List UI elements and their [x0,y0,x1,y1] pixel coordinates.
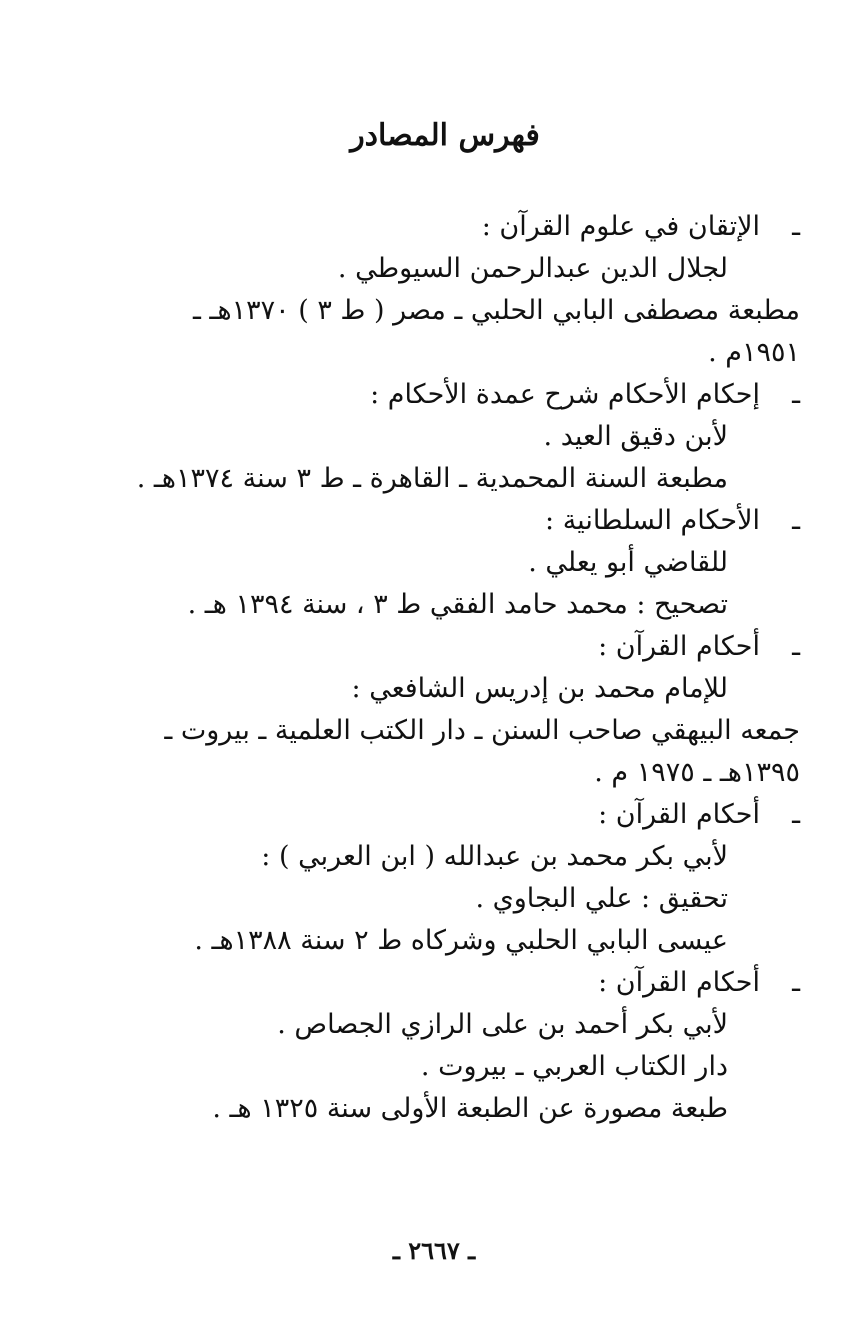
entry-line: جمعه البيهقي صاحب السنن ـ دار الكتب العلمية ـ بيروت ـ [164,715,800,746]
entry-title: ـالإتقان في علوم القرآن : [60,206,800,248]
dash-marker: ـ [792,799,800,830]
entry-line: تحقيق : علي البجاوي . [475,883,728,914]
entry-line: ١٩٥١م . [708,337,800,368]
entry-line: لأبي بكر أحمد بن على الرازي الجصاص . [277,1009,728,1040]
entry-line: ١٣٩٥هـ ـ ١٩٧٥ م . [594,757,800,788]
entry-line: لأبن دقيق العيد . [543,421,728,452]
entry-title: ـأحكام القرآن : [60,794,800,836]
dash-marker: ـ [792,631,800,662]
dash-marker: ـ [792,505,800,536]
entry-line: مطبعة السنة المحمدية ـ القاهرة ـ ط ٣ سنة ١٣٧٤هـ . [136,463,728,494]
page-number: ـ ٢٦٦٧ ـ [392,1236,476,1265]
entry-line: تصحيح : محمد حامد الفقي ط ٣ ، سنة ١٣٩٤ هـ . [187,589,728,620]
entry-title: ـأحكام القرآن : [60,962,800,1004]
entry-title: ـأحكام القرآن : [60,626,800,668]
source-entry [60,794,800,962]
dash-marker: ـ [792,379,800,410]
entry-line: دار الكتاب العربي ـ بيروت . [420,1051,728,1082]
dash-marker: ـ [792,211,800,242]
entry-line: للإمام محمد بن إدريس الشافعي : [351,673,728,704]
entry-title: ـإحكام الأحكام شرح عمدة الأحكام : [60,374,800,416]
source-entry [60,206,800,374]
entry-title: ـالأحكام السلطانية : [60,500,800,542]
source-entry [60,626,800,794]
source-entry [60,500,800,626]
dash-marker: ـ [792,967,800,998]
sources-list [60,206,800,1130]
page-title: فهرس المصادر [350,118,540,153]
entry-line: طبعة مصورة عن الطبعة الأولى سنة ١٣٢٥ هـ . [212,1093,728,1124]
source-entry [60,962,800,1130]
source-entry [60,374,800,500]
entry-line: للقاضي أبو يعلي . [528,547,728,578]
entry-line: لأبي بكر محمد بن عبدالله ( ابن العربي ) : [261,841,728,872]
entry-line: لجلال الدين عبدالرحمن السيوطي . [337,253,728,284]
entry-line: عيسى البابي الحلبي وشركاه ط ٢ سنة ١٣٨٨هـ . [194,925,728,956]
entry-line: مطبعة مصطفى البابي الحلبي ـ مصر ( ط ٣ ) ١٣٧٠هـ ـ [192,295,800,326]
